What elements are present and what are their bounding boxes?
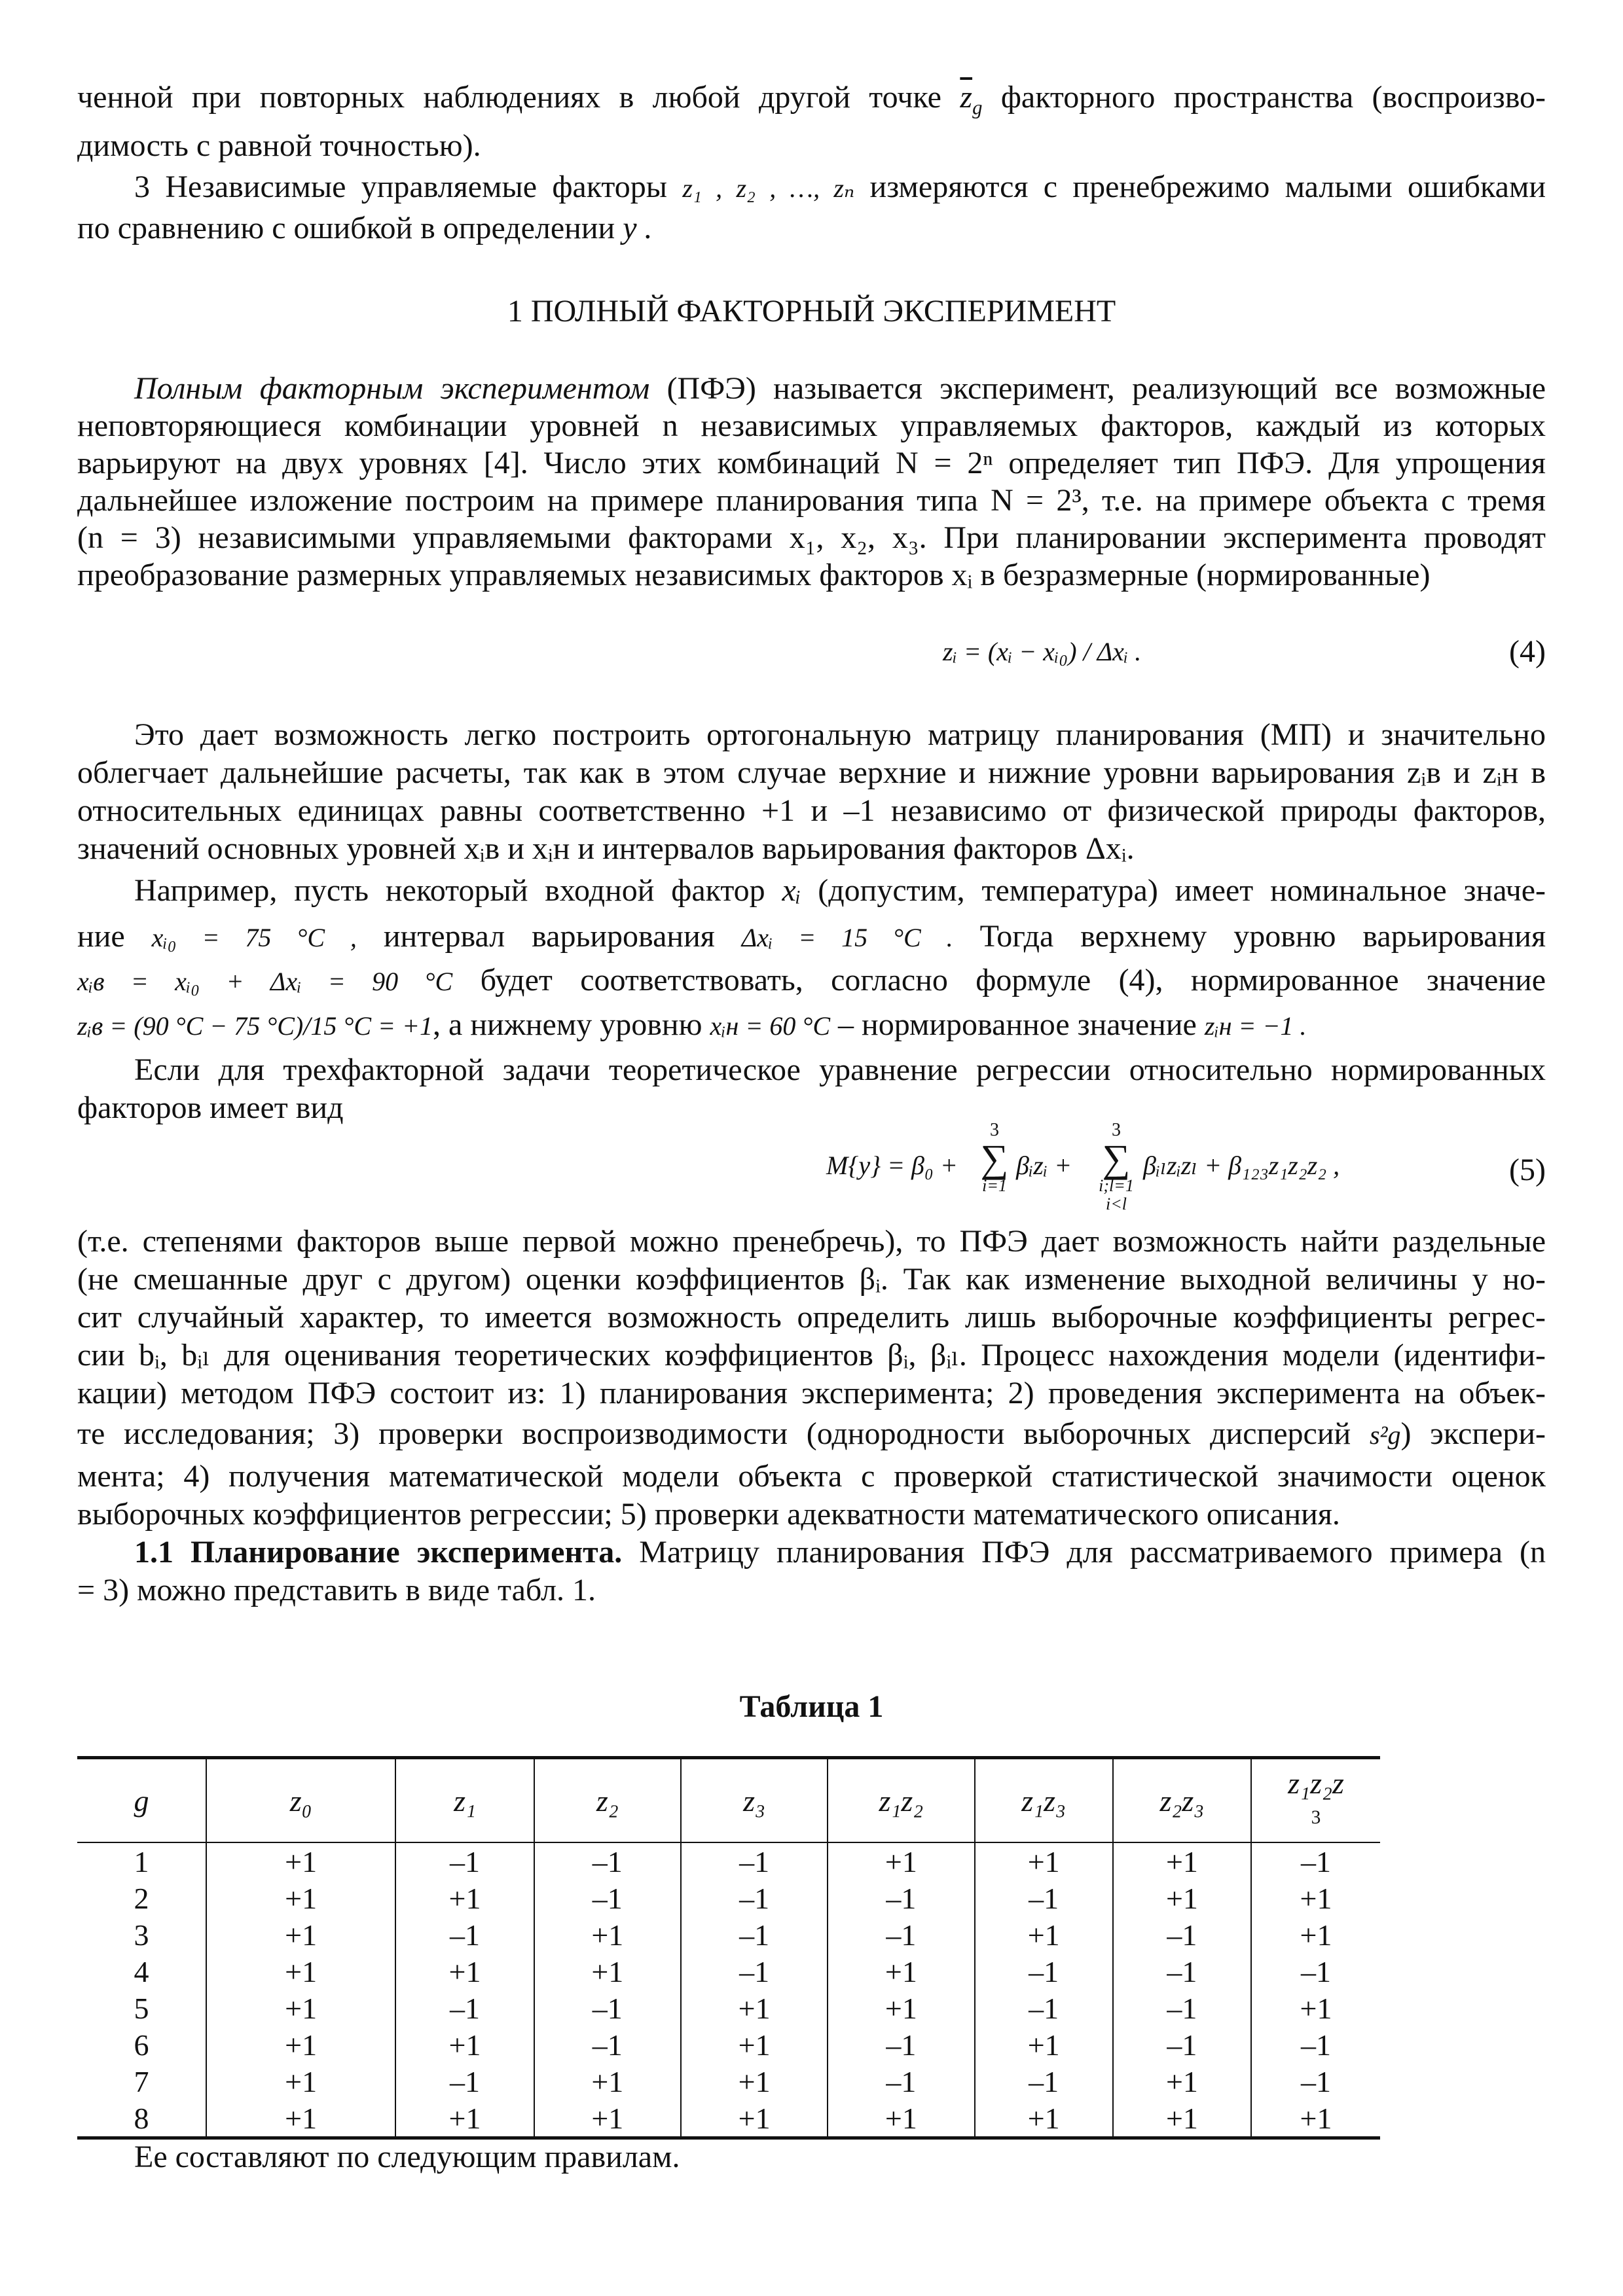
table-cell: +1 bbox=[1251, 1880, 1380, 1916]
planning-matrix-table bbox=[77, 1756, 1380, 2140]
table-cell: +1 bbox=[1113, 1842, 1251, 1880]
table-cell: –1 bbox=[828, 1916, 974, 1953]
header-z1: z₁ bbox=[395, 1758, 534, 1843]
header-z2: z₂ bbox=[534, 1758, 681, 1843]
table-cell: +1 bbox=[206, 2100, 396, 2138]
table-cell: –1 bbox=[681, 1880, 828, 1916]
table-cell: 1 bbox=[77, 1842, 206, 1880]
table-cell: +1 bbox=[534, 1953, 681, 1990]
paragraph-line: Например, пусть некоторый входной фактор xᵢ (допустим, температура) имеет номинальное значе- bbox=[134, 873, 1546, 908]
paragraph-line: = 3) можно представить в виде табл. 1. bbox=[77, 1573, 596, 1607]
paragraph-line: мента; 4) получения математической модели объекта с проверкой статистической значимости оценок bbox=[77, 1459, 1546, 1494]
table-cell: +1 bbox=[534, 2063, 681, 2100]
paragraph-line: по сравнению с ошибкой в определении y . bbox=[77, 211, 653, 245]
paragraph-line: (не смешанные друг с другом) оценки коэффициентов βᵢ. Так как изменение выходной величины y но- bbox=[77, 1262, 1546, 1297]
table-row bbox=[77, 1953, 1380, 1990]
table-cell: –1 bbox=[534, 2026, 681, 2063]
table-cell: +1 bbox=[975, 2026, 1113, 2063]
paragraph-line: димость с равной точностью). bbox=[77, 128, 481, 163]
table-cell: –1 bbox=[1113, 2026, 1251, 2063]
table-cell: –1 bbox=[395, 1990, 534, 2026]
table-header-row bbox=[77, 1758, 1380, 1843]
table-row bbox=[77, 1880, 1380, 1916]
paragraph-line: (т.е. степенями факторов выше первой можно пренебречь), то ПФЭ дает возможность найти раздельные bbox=[77, 1224, 1546, 1259]
table-cell: 4 bbox=[77, 1953, 206, 1990]
table-cell: –1 bbox=[975, 2063, 1113, 2100]
paragraph-line: Если для трехфакторной задачи теоретическое уравнение регрессии относительно нормированных bbox=[134, 1052, 1546, 1087]
table-cell: –1 bbox=[975, 1953, 1113, 1990]
table-row bbox=[77, 2026, 1380, 2063]
section-title: 1 ПОЛНЫЙ ФАКТОРНЫЙ ЭКСПЕРИМЕНТ bbox=[507, 294, 1116, 329]
table-cell: –1 bbox=[681, 1953, 828, 1990]
table-cell: +1 bbox=[681, 2026, 828, 2063]
table-cell: +1 bbox=[206, 2026, 396, 2063]
table-cell: 8 bbox=[77, 2100, 206, 2138]
paragraph-line: Это дает возможность легко построить ортогональную матрицу планирования (МП) и значительно bbox=[134, 717, 1546, 752]
table-cell: 5 bbox=[77, 1990, 206, 2026]
paragraph-line: значений основных уровней xᵢв и xᵢн и интервалов варьирования факторов Δxᵢ. bbox=[77, 831, 1135, 866]
table-cell: +1 bbox=[206, 1842, 396, 1880]
table-cell: +1 bbox=[534, 1916, 681, 1953]
table-cell: –1 bbox=[1113, 1990, 1251, 2026]
paragraph-line: xᵢв = xᵢ₀ + Δxᵢ = 90 °C будет соответствовать, согласно формуле (4), нормированное значение bbox=[77, 963, 1546, 997]
table-cell: –1 bbox=[534, 1990, 681, 2026]
table-cell: +1 bbox=[975, 1916, 1113, 1953]
table-cell: +1 bbox=[395, 1880, 534, 1916]
equation-5: M{y} = β₀ + 3 ∑ i=1 βᵢzᵢ + 3 ∑ i;l=1 i<l βᵢₗzᵢzₗ + β₁₂₃z₁z₂z₂ , bbox=[826, 1120, 1340, 1213]
table-cell: +1 bbox=[975, 1842, 1113, 1880]
header-z0: z₀ bbox=[206, 1758, 396, 1843]
table-cell: –1 bbox=[1113, 1916, 1251, 1953]
table-cell: +1 bbox=[681, 2100, 828, 2138]
paragraph-line: 3 Независимые управляемые факторы z₁ , z₂ , …, zₙ измеряются с пренебрежимо малыми ошибками bbox=[134, 170, 1546, 204]
paragraph-line: zᵢв = (90 °C − 75 °C)/15 °C = +1, а нижнему уровню xᵢн = 60 °C – нормированное значение zᵢн = −1 . bbox=[77, 1007, 1307, 1042]
table-cell: +1 bbox=[395, 2100, 534, 2138]
header-z2z3: z₂z₃ bbox=[1113, 1758, 1251, 1843]
table-cell: +1 bbox=[206, 1916, 396, 1953]
table-cell: +1 bbox=[1251, 1916, 1380, 1953]
table-cell: +1 bbox=[1113, 2063, 1251, 2100]
closing-sentence: Ее составляют по следующим правилам. bbox=[134, 2140, 680, 2174]
table-cell: +1 bbox=[1113, 2100, 1251, 2138]
table-cell: +1 bbox=[206, 1880, 396, 1916]
table-cell: +1 bbox=[1251, 1990, 1380, 2026]
table-cell: +1 bbox=[395, 2026, 534, 2063]
table-cell: +1 bbox=[681, 1990, 828, 2026]
table-cell: –1 bbox=[681, 1916, 828, 1953]
table-cell: –1 bbox=[681, 1842, 828, 1880]
table-cell: +1 bbox=[1113, 1880, 1251, 1916]
paragraph-line: сии bᵢ, bᵢₗ для оценивания теоретических коэффициентов βᵢ, βᵢₗ. Процесс нахождения модели (идентифи- bbox=[77, 1338, 1546, 1372]
header-z1z2z3: z₁z₂z 3 bbox=[1251, 1758, 1380, 1843]
paragraph-line: факторов имеет вид bbox=[77, 1090, 344, 1125]
equation-4: zᵢ = (xᵢ − xᵢ₀) / Δxᵢ . bbox=[943, 637, 1142, 666]
table-cell: –1 bbox=[975, 1880, 1113, 1916]
equation-number: (4) bbox=[1509, 634, 1546, 669]
table-cell: –1 bbox=[1113, 1953, 1251, 1990]
table-cell: –1 bbox=[975, 1990, 1113, 2026]
header-z1z2: z₁z₂ bbox=[828, 1758, 974, 1843]
table-cell: –1 bbox=[828, 1880, 974, 1916]
table-cell: +1 bbox=[206, 1990, 396, 2026]
table-cell: –1 bbox=[1251, 1953, 1380, 1990]
paragraph-line: 1.1 Планирование эксперимента. Матрицу планирования ПФЭ для рассматриваемого примера (n bbox=[134, 1535, 1546, 1570]
paragraph-line: относительных единицах равны соответственно +1 и –1 независимо от физической природы факторов, bbox=[77, 793, 1546, 828]
vector-z-g: $\overline{z}_g$ bbox=[960, 80, 983, 119]
paragraph-line: Полным факторным экспериментом (ПФЭ) называется эксперимент, реализующий все возможные bbox=[134, 371, 1546, 406]
table-cell: –1 bbox=[395, 1916, 534, 1953]
paragraph-line: ние xᵢ₀ = 75 °C , интервал варьирования Δxᵢ = 15 °C . Тогда верхнему уровню варьирования bbox=[77, 919, 1546, 954]
paragraph-line: те исследования; 3) проверки воспроизводимости (однородности выборочных дисперсий s²g) экспери- bbox=[77, 1416, 1546, 1451]
table-cell: –1 bbox=[534, 1880, 681, 1916]
header-g: g bbox=[77, 1758, 206, 1843]
table-cell: +1 bbox=[1251, 2100, 1380, 2138]
table-cell: –1 bbox=[1251, 2063, 1380, 2100]
equation-number: (5) bbox=[1509, 1153, 1546, 1187]
table-row bbox=[77, 1842, 1380, 1880]
table-cell: –1 bbox=[534, 1842, 681, 1880]
table-row bbox=[77, 2100, 1380, 2138]
paragraph-line: облегчает дальнейшие расчеты, так как в этом случае верхние и нижние уровни варьирования zᵢв и zᵢн в bbox=[77, 755, 1546, 790]
paragraph-line: (n = 3) независимыми управляемыми факторами x₁, x₂, x₃. При планировании эксперимента проводят bbox=[77, 520, 1546, 555]
paragraph-line: сит случайный характер, то имеется возможность определить лишь выборочные коэффициенты регрес- bbox=[77, 1300, 1546, 1335]
paragraph-line: кации) методом ПФЭ состоит из: 1) планирования эксперимента; 2) проведения эксперимента на объек- bbox=[77, 1376, 1546, 1410]
table-cell: +1 bbox=[206, 2063, 396, 2100]
paragraph-line: ченной при повторных наблюдениях в любой другой точке $\overline{z}_g$ факторного пространства (воспроизво- bbox=[77, 80, 1546, 119]
paragraph-line: преобразование размерных управляемых независимых факторов xᵢ в безразмерные (нормированные) bbox=[77, 558, 1431, 592]
table-cell: 2 bbox=[77, 1880, 206, 1916]
table-cell: +1 bbox=[828, 2100, 974, 2138]
table-row bbox=[77, 1916, 1380, 1953]
header-z1z3: z₁z₃ bbox=[975, 1758, 1113, 1843]
table-cell: 7 bbox=[77, 2063, 206, 2100]
paragraph-line: варьируют на двух уровнях [4]. Число этих комбинаций N = 2ⁿ определяет тип ПФЭ. Для упрощения bbox=[77, 446, 1546, 480]
table-cell: –1 bbox=[395, 2063, 534, 2100]
table-cell: +1 bbox=[975, 2100, 1113, 2138]
header-z3: z₃ bbox=[681, 1758, 828, 1843]
table-cell: +1 bbox=[828, 1953, 974, 1990]
table-cell: 3 bbox=[77, 1916, 206, 1953]
table-cell: +1 bbox=[395, 1953, 534, 1990]
paragraph-line: дальнейшее изложение построим на примере планирования типа N = 2³, т.е. на примере объекта с тремя bbox=[77, 483, 1546, 518]
table-row bbox=[77, 1990, 1380, 2026]
table-cell: 6 bbox=[77, 2026, 206, 2063]
paragraph-line: неповторяющиеся комбинации уровней n независимых управляемых факторов, каждый из которых bbox=[77, 408, 1546, 443]
table-cell: –1 bbox=[1251, 1842, 1380, 1880]
table-cell: +1 bbox=[206, 1953, 396, 1990]
table-cell: +1 bbox=[828, 1842, 974, 1880]
table-cell: +1 bbox=[534, 2100, 681, 2138]
table-row bbox=[77, 2063, 1380, 2100]
table-cell: –1 bbox=[828, 2063, 974, 2100]
table-cell: –1 bbox=[1251, 2026, 1380, 2063]
table-cell: +1 bbox=[681, 2063, 828, 2100]
table-title: Таблица 1 bbox=[739, 1689, 884, 1724]
table-cell: –1 bbox=[395, 1842, 534, 1880]
table-cell: +1 bbox=[828, 1990, 974, 2026]
table-cell: –1 bbox=[828, 2026, 974, 2063]
paragraph-line: выборочных коэффициентов регрессии; 5) проверки адекватности математического описания. bbox=[77, 1497, 1340, 1532]
